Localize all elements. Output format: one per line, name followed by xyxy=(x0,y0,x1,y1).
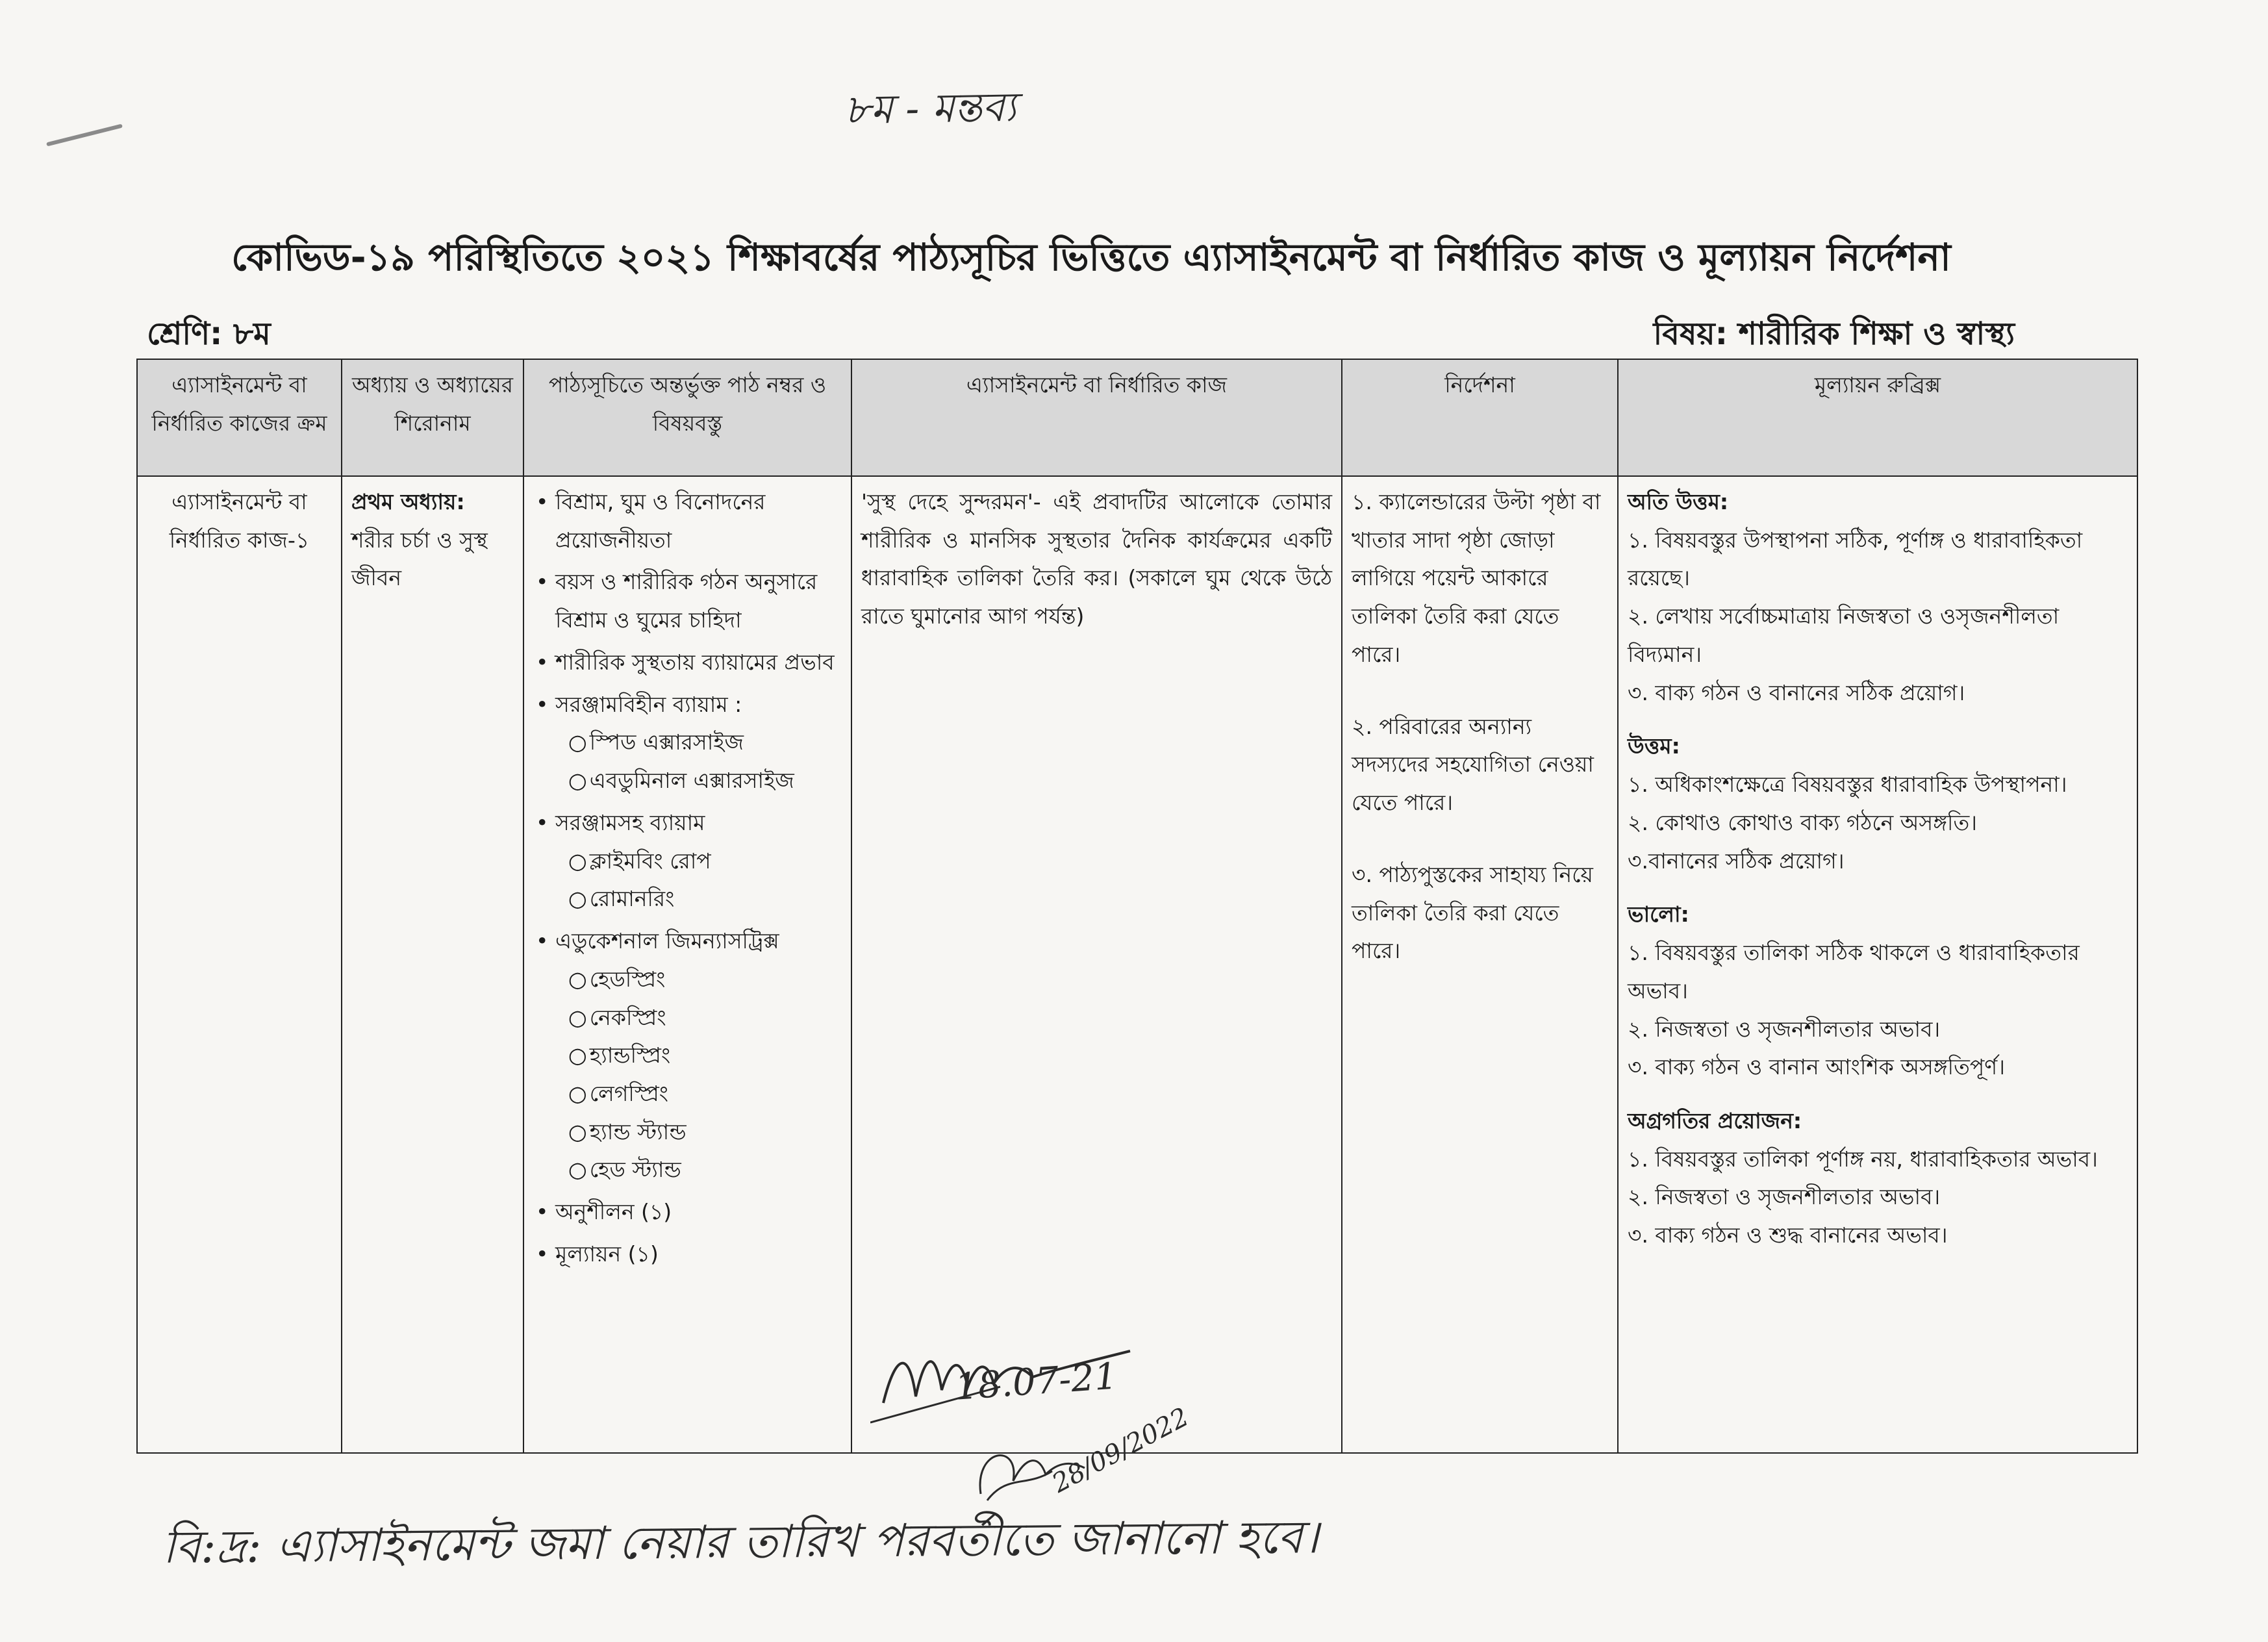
pen-mark xyxy=(46,124,123,147)
rubric-criterion: ২. লেখায় সর্বোচ্চমাত্রায় নিজস্বতা ও ওসৃজনশীলতা বিদ্যমান। xyxy=(1628,603,2060,667)
header-assignment-task: এ্যাসাইনমেন্ট বা নির্ধারিত কাজ xyxy=(851,359,1342,476)
topic-item xyxy=(555,563,842,639)
table-header-row xyxy=(137,359,2137,476)
topic-item xyxy=(555,686,842,800)
instruction-item: ৩. পাঠ্যপুস্তকের সাহায্য নিয়ে তালিকা তৈরি করা যেতে পারে। xyxy=(1352,861,1593,964)
topic-item xyxy=(555,1235,842,1274)
topic-text: শারীরিক সুস্থতায় ব্যায়ামের প্রভাব xyxy=(555,649,835,675)
instruction-item: ১. ক্যালেন্ডারের উল্টা পৃষ্ঠা বা খাতার সাদা পৃষ্ঠা জোড়া লাগিয়ে পয়েন্ট আকারে তালিকা তৈরি করা যেতে পারে। xyxy=(1352,489,1601,667)
rubric-criterion: ৩.বানানের সঠিক প্রয়োগ। xyxy=(1628,848,1845,874)
topic-item xyxy=(555,483,842,559)
rubric-criterion: ১. বিষয়বস্তুর উপস্থাপনা সঠিক, পূর্ণাঙ্গ ও ধারাবাহিকতা রয়েছে। xyxy=(1628,527,2083,591)
topic-item xyxy=(555,1193,842,1232)
table-row xyxy=(137,476,2137,1453)
header-chapter: অধ্যায় ও অধ্যায়ের শিরোনাম xyxy=(342,359,523,476)
cell-rubrics xyxy=(1618,476,2137,1453)
topic-item xyxy=(555,922,842,1189)
class-label: শ্রেণি: ৮ম xyxy=(147,316,271,352)
subtopic-list xyxy=(555,961,842,1189)
topic-item xyxy=(555,644,842,682)
topic-text: বিশ্রাম, ঘুম ও বিনোদনের প্রয়োজনীয়তা xyxy=(555,489,766,553)
topic-text: এডুকেশনাল জিমন্যাসট্রিক্স xyxy=(555,928,779,954)
subtopic-list xyxy=(555,842,842,918)
subtopic-item: ○ ক্লাইমবিং রোপ xyxy=(568,842,842,881)
subject-label: বিষয়: শারীরিক শিক্ষা ও স্বাস্থ্য xyxy=(1653,316,2015,352)
stamp-date: 28/09/2022 xyxy=(1047,1402,1194,1499)
topic-text: বয়স ও শারীরিক গঠন অনুসারে বিশ্রাম ও ঘুমের চাহিদা xyxy=(555,569,818,633)
chapter-title: প্রথম অধ্যায়: xyxy=(351,489,465,514)
subtopic-item: ○ এবডুমিনাল এক্সারসাইজ xyxy=(568,762,842,800)
cell-serial xyxy=(137,476,342,1453)
rubric-level: ভালো: xyxy=(1628,902,1689,928)
subtopic-item: ○ হেডস্প্রিং xyxy=(568,961,842,999)
rubric-level: অগ্রগতির প্রয়োজন: xyxy=(1628,1108,1802,1134)
subtopic-item: ○ নেকস্প্রিং xyxy=(568,999,842,1037)
cell-chapter xyxy=(342,476,523,1453)
rubric-criterion: ৩. বাক্য গঠন ও শুদ্ধ বানানের অভাব। xyxy=(1628,1222,1948,1248)
footnote-handwritten: বি:দ্র: এ্যাসাইনমেন্ট জমা নেয়ার তারিখ পরবর্তীতে জানানো হবে। xyxy=(162,1510,1319,1574)
subtopic-list xyxy=(555,724,842,800)
rubric-criterion: ৩. বাক্য গঠন ও বানানের সঠিক প্রয়োগ। xyxy=(1628,679,1965,705)
header-rubrics: মূল্যায়ন রুব্রিক্স xyxy=(1618,359,2137,476)
cell-topics xyxy=(523,476,851,1453)
topics-list xyxy=(533,483,842,1274)
subtopic-item: ○ রোমানরিং xyxy=(568,880,842,918)
rubric-criterion: ৩. বাক্য গঠন ও বানান আংশিক অসঙ্গতিপূর্ণ। xyxy=(1628,1054,2006,1080)
signature-date: 18.07-21 xyxy=(953,1355,1119,1409)
header-assignment-serial: এ্যাসাইনমেন্ট বা নির্ধারিত কাজের ক্রম xyxy=(137,359,342,476)
rubric-criterion: ২. কোথাও কোথাও বাক্য গঠনে অসঙ্গতি। xyxy=(1628,809,1978,835)
subtopic-item: ○ হেড স্ট্যান্ড xyxy=(568,1151,842,1189)
rubric-level: উত্তম: xyxy=(1628,733,1680,759)
subtopic-item: ○ লেগস্প্রিং xyxy=(568,1075,842,1113)
subtopic-item: ○ স্পিড এক্সারসাইজ xyxy=(568,724,842,762)
cell-instructions xyxy=(1342,476,1618,1453)
assignment-table xyxy=(136,359,2138,1454)
topic-text: মূল্যায়ন (১) xyxy=(555,1241,659,1267)
assignment-serial: এ্যাসাইনমেন্ট বা নির্ধারিত কাজ-১ xyxy=(169,489,310,553)
rubric-criterion: ১. অধিকাংশক্ষেত্রে বিষয়বস্তুর ধারাবাহিক উপস্থাপনা। xyxy=(1628,772,2067,798)
topic-text: সরঞ্জামসহ ব্যায়াম xyxy=(555,809,705,835)
subtopic-item: ○ হ্যান্ডস্প্রিং xyxy=(568,1037,842,1075)
rubric-criterion: ২. নিজস্বতা ও সৃজনশীলতার অভাব। xyxy=(1628,1016,1941,1042)
assignment-task-text: 'সুস্থ দেহে সুন্দরমন'- এই প্রবাদটির আলোকে তোমার শারীরিক ও মানসিক সুস্থতার দৈনিক কার্যক্রমের একটি ধারাবাহিক তালিকা তৈরি কর। (সকালে ঘুম থেকে উঠে রাতে ঘুমানোর আগ পর্যন্ত) xyxy=(861,489,1332,629)
handwritten-note-top: ৮ম - মন্তব্য xyxy=(844,82,1017,134)
rubric-level: অতি উত্তম: xyxy=(1628,489,1729,514)
subtopic-item: ○ হ্যান্ড স্ট্যান্ড xyxy=(568,1113,842,1152)
rubric-criterion: ১. বিষয়বস্তুর তালিকা সঠিক থাকলে ও ধারাবাহিকতার অভাব। xyxy=(1628,940,2080,1004)
rubric-criterion: ২. নিজস্বতা ও সৃজনশীলতার অভাব। xyxy=(1628,1184,1941,1210)
topic-text: সরঞ্জামবিহীন ব্যায়াম : xyxy=(555,691,742,717)
document-title: কোভিড-১৯ পরিস্থিতিতে ২০২১ শিক্ষাবর্ষের পাঠ্যসূচির ভিত্তিতে এ্যাসাইনমেন্ট বা নির্ধারিত কাজ ও মূল্যায়ন নির্দেশনা xyxy=(231,235,1951,279)
rubric-criterion: ১. বিষয়বস্তুর তালিকা পূর্ণাঙ্গ নয়, ধারাবাহিকতার অভাব। xyxy=(1628,1146,2098,1172)
header-lesson-topics: পাঠ্যসূচিতে অন্তর্ভুক্ত পাঠ নম্বর ও বিষয়বস্তু xyxy=(523,359,851,476)
topic-text: অনুশীলন (১) xyxy=(555,1199,672,1225)
header-instructions: নির্দেশনা xyxy=(1342,359,1618,476)
chapter-name: শরীর চর্চা ও সুস্থ জীবন xyxy=(351,527,488,591)
instruction-item: ২. পরিবারের অন্যান্য সদস্যদের সহযোগিতা নেওয়া যেতে পারে। xyxy=(1352,713,1594,816)
topic-item xyxy=(555,804,842,918)
cell-task xyxy=(851,476,1342,1453)
